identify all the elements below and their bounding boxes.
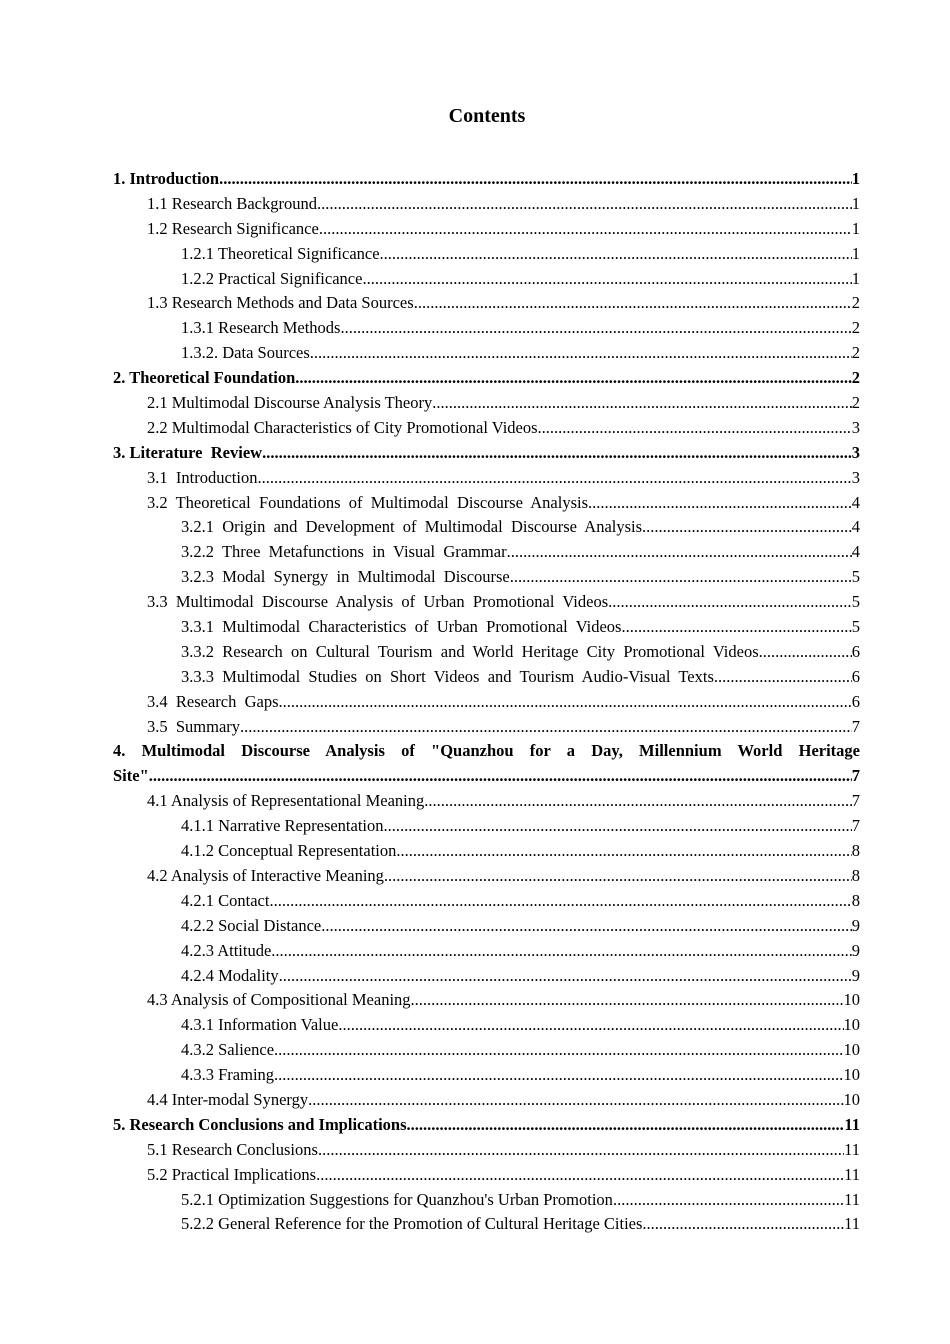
toc-leader-dots — [362, 267, 851, 292]
toc-entry-text: 2. Theoretical Foundation — [113, 368, 296, 388]
toc-entry — [113, 964, 860, 989]
toc-page-number: 8 — [851, 890, 860, 910]
toc-entry-text: 3.3 Multimodal Discourse Analysis of Urban Promotional Videos — [147, 592, 609, 612]
toc-page-number: 4 — [851, 542, 860, 562]
toc-entry-text: 2.2 Multimodal Characteristics of City Promotional Videos — [147, 417, 538, 437]
toc-entry — [113, 441, 860, 466]
toc-page-number: 10 — [843, 1089, 860, 1109]
toc-page-number: 2 — [851, 343, 860, 363]
toc-entry-text: 1.2.2 Practical Significance — [181, 268, 363, 288]
toc-leader-dots — [295, 366, 851, 391]
toc-page-number: 10 — [843, 1015, 860, 1035]
toc-page-number: 9 — [851, 965, 860, 985]
toc-page-number: 7 — [851, 791, 860, 811]
toc-leader-dots — [432, 391, 852, 416]
toc-entry-text: 4.2.2 Social Distance — [181, 915, 322, 935]
toc-page-number: 3 — [851, 417, 860, 437]
toc-entry-text: 2.1 Multimodal Discourse Analysis Theory — [147, 393, 433, 413]
toc-entry — [113, 217, 860, 242]
toc-entry-line — [113, 764, 860, 789]
toc-entry-text: 4.3.1 Information Value — [181, 1015, 339, 1035]
toc-leader-dots — [588, 491, 852, 516]
toc-leader-dots — [384, 864, 852, 889]
toc-page-number: 10 — [843, 1065, 860, 1085]
toc-entry — [113, 1113, 860, 1138]
toc-entry — [113, 192, 860, 217]
toc-leader-dots — [262, 441, 852, 466]
toc-entry — [113, 491, 860, 516]
toc-page-number: 5 — [851, 592, 860, 612]
toc-entry — [113, 665, 860, 690]
toc-leader-dots — [538, 416, 852, 441]
toc-entry-text: 4.1.1 Narrative Representation — [181, 816, 384, 836]
toc-leader-dots — [424, 789, 852, 814]
toc-entry — [113, 1013, 860, 1038]
toc-entry-text: 4.2.3 Attitude — [181, 940, 272, 960]
toc-entry-text: 3.3.3 Multimodal Studies on Short Videos and Tourism Audio-Visual Texts — [181, 666, 714, 686]
toc-entry — [113, 1138, 860, 1163]
toc-entry-text: 3.1 Introduction — [147, 467, 258, 487]
toc-page-number: 4 — [851, 517, 860, 537]
toc-entry — [113, 366, 860, 391]
toc-leader-dots — [340, 316, 851, 341]
toc-entry-text: 1.3 Research Methods and Data Sources — [147, 293, 414, 313]
toc-page-number: 6 — [851, 666, 860, 686]
toc-entry — [113, 242, 860, 267]
toc-entry-text: 3.2.3 Modal Synergy in Multimodal Discourse — [181, 567, 510, 587]
toc-entry — [113, 167, 860, 192]
toc-leader-dots — [613, 1188, 844, 1213]
toc-entry — [113, 1063, 860, 1088]
toc-entry-text: 3.4 Research Gaps — [147, 691, 279, 711]
toc-entry-text: 4.3 Analysis of Compositional Meaning — [147, 990, 411, 1010]
toc-page-number: 9 — [851, 915, 860, 935]
toc-leader-dots — [759, 640, 852, 665]
toc-entry — [113, 291, 860, 316]
toc-entry-text: 5.2.2 General Reference for the Promotion of Cultural Heritage Cities — [181, 1214, 643, 1234]
toc-leader-dots — [219, 167, 852, 192]
toc-leader-dots — [507, 540, 852, 565]
toc-entry — [113, 939, 860, 964]
toc-entry — [113, 590, 860, 615]
toc-entry-text: 5. Research Conclusions and Implications — [113, 1114, 407, 1134]
toc-page-number: 8 — [851, 865, 860, 885]
toc-entry — [113, 690, 860, 715]
toc-entry — [113, 988, 860, 1013]
toc-page-number: 2 — [851, 293, 860, 313]
toc-leader-dots — [271, 939, 851, 964]
toc-entry — [113, 515, 860, 540]
toc-leader-dots — [642, 1212, 844, 1237]
toc-page-number: 1 — [851, 243, 860, 263]
toc-leader-dots — [407, 1113, 845, 1138]
toc-page-number: 11 — [844, 1189, 860, 1209]
toc-entry-text: Site" — [113, 766, 149, 786]
toc-leader-dots — [308, 1088, 843, 1113]
toc-leader-dots — [380, 242, 852, 267]
toc-page-number: 11 — [844, 1114, 860, 1134]
toc-page-number: 9 — [851, 940, 860, 960]
toc-leader-dots — [317, 192, 852, 217]
toc-leader-dots — [411, 988, 844, 1013]
toc-entry-text: 1. Introduction — [113, 169, 220, 188]
toc-page-number: 7 — [851, 716, 860, 736]
toc-entry-text: 1.3.2. Data Sources — [181, 343, 310, 363]
toc-entry-text: 4.4 Inter-modal Synergy — [147, 1089, 309, 1109]
toc-entry-text: 4.2.4 Modality — [181, 965, 279, 985]
toc-leader-dots — [269, 889, 851, 914]
toc-page-number: 1 — [851, 218, 860, 238]
toc-entry-text: 4.1 Analysis of Representational Meaning — [147, 791, 425, 811]
toc-page-number: 6 — [851, 641, 860, 661]
toc-page-number: 10 — [843, 1040, 860, 1060]
toc-entry-text: 3.5 Summary — [147, 716, 241, 736]
toc-leader-dots — [642, 515, 852, 540]
toc-entry — [113, 540, 860, 565]
toc-entry — [113, 1038, 860, 1063]
toc-leader-dots — [338, 1013, 843, 1038]
toc-entry — [113, 267, 860, 292]
toc-leader-dots — [621, 615, 851, 640]
toc-entry — [113, 316, 860, 341]
toc-entry-text: 3.3.1 Multimodal Characteristics of Urban Promotional Videos — [181, 617, 622, 637]
toc-entry — [113, 1212, 860, 1237]
toc-page-number: 1 — [851, 193, 860, 213]
toc-entry-text: 4.3.3 Framing — [181, 1065, 275, 1085]
toc-entry — [113, 391, 860, 416]
toc-entry-text: 4.2 Analysis of Interactive Meaning — [147, 865, 384, 885]
toc-page-number: 5 — [851, 617, 860, 637]
toc-page-number: 1 — [851, 169, 860, 188]
toc-entry-text: 3.3.2 Research on Cultural Tourism and World Heritage City Promotional Videos — [181, 641, 759, 661]
toc-leader-dots — [321, 914, 852, 939]
toc-page-number: 3 — [851, 442, 860, 462]
toc-page-number: 7 — [851, 816, 860, 836]
toc-leader-dots — [319, 217, 852, 242]
toc-entry-text: 1.3.1 Research Methods — [181, 318, 341, 338]
toc-page-number: 2 — [851, 393, 860, 413]
toc-leader-dots — [257, 466, 851, 491]
toc-entry — [113, 416, 860, 441]
toc-title: Contents — [448, 105, 526, 127]
toc-leader-dots — [316, 1163, 844, 1188]
toc-leader-dots — [510, 565, 852, 590]
toc-leader-dots — [240, 715, 852, 740]
toc-entry-text: 4. Multimodal Discourse Analysis of "Quanzhou for a Day, Millennium World Heritage — [113, 741, 860, 761]
toc-page-number: 11 — [844, 1164, 860, 1184]
toc-entry — [113, 565, 860, 590]
toc-entry-text: 4.2.1 Contact — [181, 890, 270, 910]
toc-page-number: 11 — [844, 1139, 860, 1159]
toc-entry-text: 5.1 Research Conclusions — [147, 1139, 318, 1159]
toc-entry — [113, 1163, 860, 1188]
toc-entry — [113, 864, 860, 889]
toc-page-number: 11 — [844, 1214, 860, 1234]
toc-entry — [113, 839, 860, 864]
toc-entry-text: 3. Literature Review — [113, 442, 263, 462]
toc-entry-text: 1.2 Research Significance — [147, 218, 319, 238]
toc-page-number: 3 — [851, 467, 860, 487]
toc-leader-dots — [714, 665, 852, 690]
toc-entry-text: 3.2.2 Three Metafunctions in Visual Grammar — [181, 542, 507, 562]
toc-entry — [113, 466, 860, 491]
toc-leader-dots — [310, 341, 852, 366]
toc-list — [113, 167, 860, 1237]
toc-entry — [113, 1088, 860, 1113]
toc-entry-text: 1.1 Research Background — [147, 193, 317, 213]
toc-entry — [113, 789, 860, 814]
toc-page-number: 7 — [851, 766, 860, 786]
toc-entry-text: 4.1.2 Conceptual Representation — [181, 841, 397, 861]
toc-entry — [113, 341, 860, 366]
toc-leader-dots — [274, 1038, 843, 1063]
toc-entry — [113, 1188, 860, 1213]
toc-entry-text: 4.3.2 Salience — [181, 1040, 275, 1060]
toc-page-number: 6 — [851, 691, 860, 711]
toc-leader-dots — [274, 1063, 843, 1088]
toc-entry — [113, 715, 860, 740]
toc-page-number: 4 — [851, 492, 860, 512]
toc-entry — [113, 914, 860, 939]
toc-leader-dots — [384, 814, 852, 839]
toc-leader-dots — [318, 1138, 844, 1163]
toc-entry — [113, 739, 860, 789]
toc-entry-text: 3.2 Theoretical Foundations of Multimodal Discourse Analysis — [147, 492, 589, 512]
toc-page-number: 8 — [851, 841, 860, 861]
toc-leader-dots — [149, 764, 852, 789]
toc-page-number: 2 — [851, 318, 860, 338]
toc-page-number: 2 — [851, 368, 860, 388]
toc-entry — [113, 814, 860, 839]
toc-leader-dots — [396, 839, 851, 864]
toc-leader-dots — [414, 291, 852, 316]
toc-entry — [113, 640, 860, 665]
toc-page-number: 5 — [851, 567, 860, 587]
toc-entry-text: 5.2.1 Optimization Suggestions for Quanzhou's Urban Promotion — [181, 1189, 613, 1209]
toc-page-number: 10 — [843, 990, 860, 1010]
toc-leader-dots — [279, 964, 852, 989]
toc-leader-dots — [279, 690, 852, 715]
toc-entry — [113, 889, 860, 914]
toc-page-number: 1 — [851, 268, 860, 288]
toc-leader-dots — [608, 590, 852, 615]
toc-entry-text: 1.2.1 Theoretical Significance — [181, 243, 380, 263]
toc-entry — [113, 615, 860, 640]
toc-entry-text: 5.2 Practical Implications — [147, 1164, 317, 1184]
toc-entry-text: 3.2.1 Origin and Development of Multimodal Discourse Analysis — [181, 517, 643, 537]
